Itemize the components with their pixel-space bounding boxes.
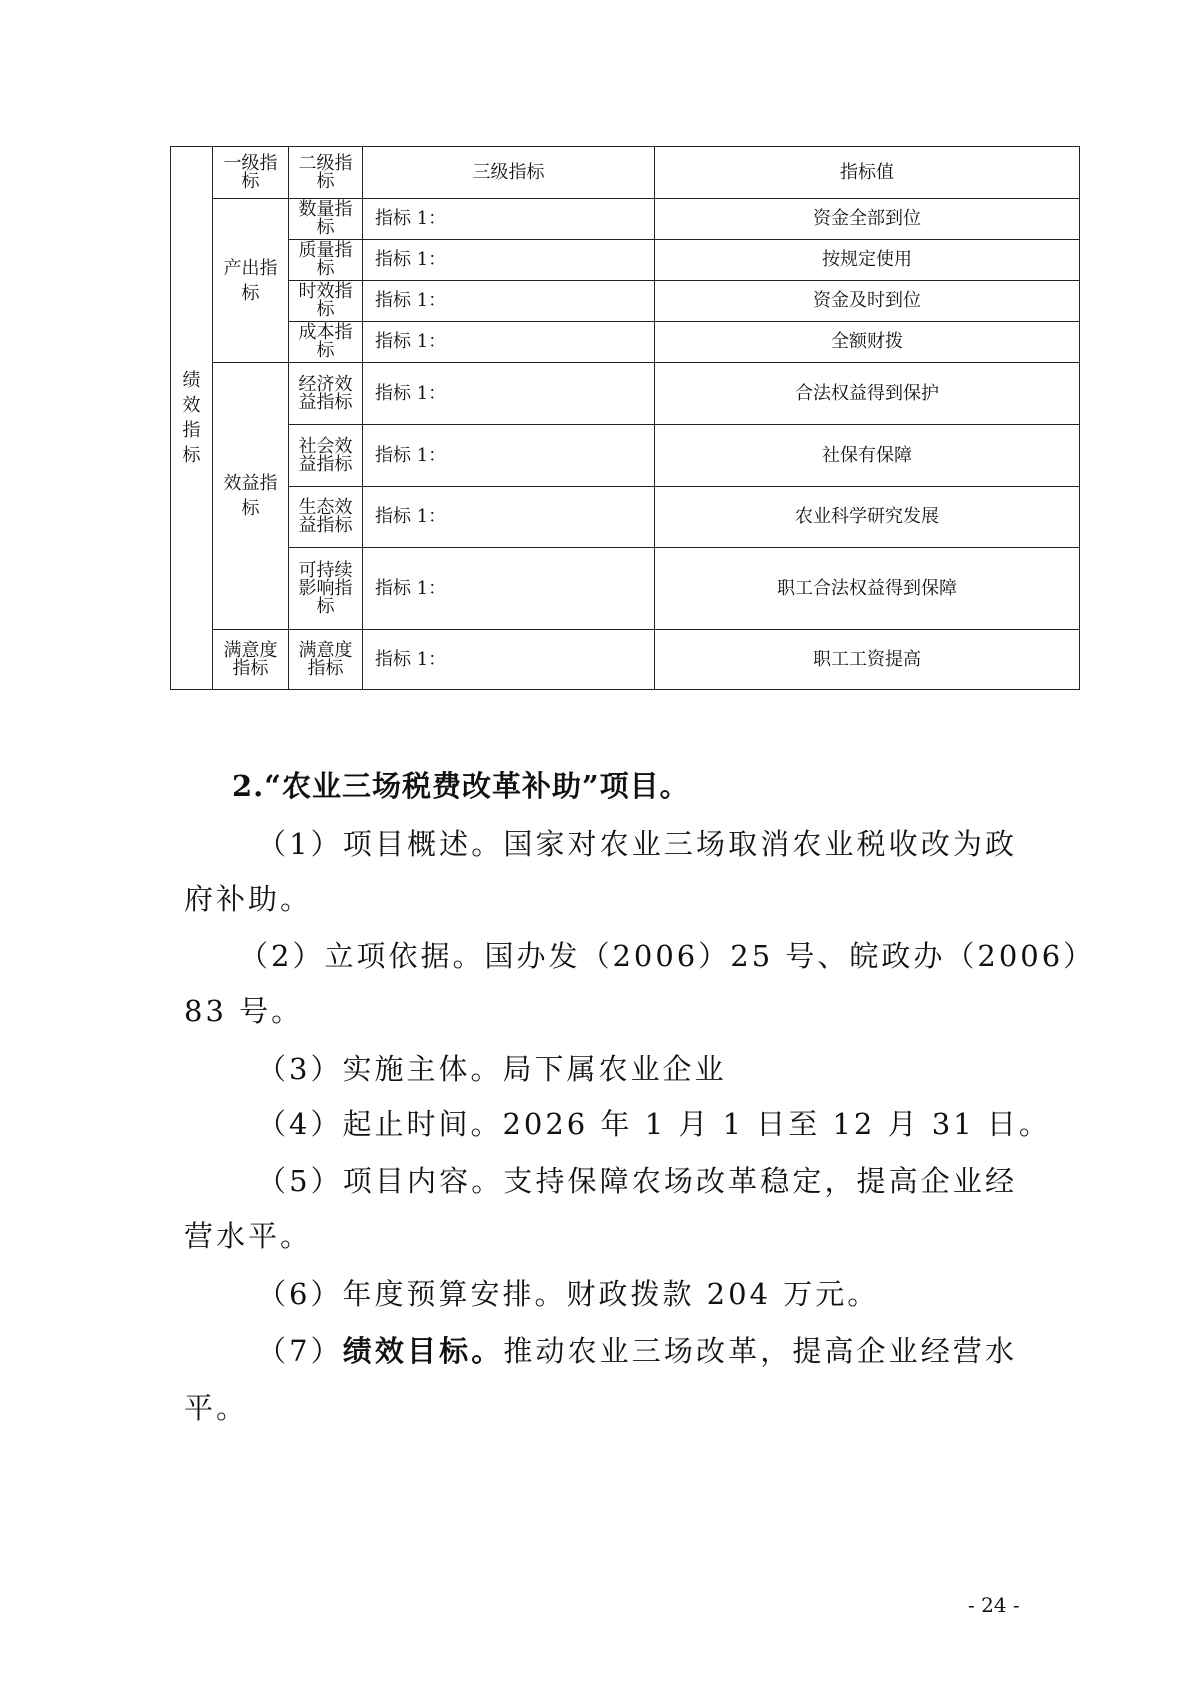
value-cell: 按规定使用: [655, 240, 1080, 281]
paragraph-line: （3）实施主体。局下属农业企业: [257, 1052, 727, 1086]
level3-cell: 指标 1：: [363, 630, 655, 690]
table-row: [171, 240, 1080, 281]
page-number: - 24 -: [968, 1593, 1020, 1617]
paragraph-line: （5）项目内容。支持保障农场改革稳定，提高企业经: [257, 1164, 1017, 1198]
value-cell: 社保有保障: [655, 425, 1080, 487]
level2-cell: 质量指标: [289, 240, 363, 281]
paragraph-line: （1）项目概述。国家对农业三场取消农业税收改为政: [257, 827, 1017, 861]
level2-cell: 成本指标: [289, 322, 363, 363]
level3-cell: 指标 1：: [363, 240, 655, 281]
item-number: （7）: [257, 1334, 343, 1368]
level1-cell: 效益指标: [213, 363, 289, 630]
paragraph-line: [257, 1329, 1017, 1370]
table-row: [171, 322, 1080, 363]
value-cell: 资金全部到位: [655, 199, 1080, 240]
level2-cell: 经济效益指标: [289, 363, 363, 425]
level3-cell: 指标 1：: [363, 548, 655, 630]
level3-cell: 指标 1：: [363, 363, 655, 425]
performance-indicator-table: [170, 146, 1080, 690]
paragraph-line: 83 号。: [184, 994, 304, 1028]
table-row: [171, 199, 1080, 240]
level2-cell: 社会效益指标: [289, 425, 363, 487]
paragraph-line: （6）年度预算安排。财政拨款 204 万元。: [257, 1277, 880, 1311]
level3-cell: 指标 1：: [363, 322, 655, 363]
value-cell: 全额财拨: [655, 322, 1080, 363]
level3-cell: 指标 1：: [363, 487, 655, 548]
section-heading: 2.“农业三场税费改革补助”项目。: [232, 769, 690, 803]
level1-cell: 满意度指标: [213, 630, 289, 690]
level2-cell: 满意度指标: [289, 630, 363, 690]
table-row: [171, 548, 1080, 630]
value-cell: 合法权益得到保护: [655, 363, 1080, 425]
level1-cell: 产出指标: [213, 199, 289, 363]
paragraph-line: 府补助。: [184, 882, 313, 916]
value-cell: 资金及时到位: [655, 281, 1080, 322]
table-row: [171, 281, 1080, 322]
outer-category-cell: 绩效指标: [171, 147, 213, 690]
level2-cell: 可持续影响指标: [289, 548, 363, 630]
table-row: [171, 425, 1080, 487]
paragraph-line: 平。: [184, 1391, 249, 1425]
table-row: [171, 363, 1080, 425]
paragraph-line: （4）起止时间。2026 年 1 月 1 日至 12 月 31 日。: [257, 1107, 1051, 1141]
table-row: [171, 487, 1080, 548]
level2-cell: 时效指标: [289, 281, 363, 322]
level3-cell: 指标 1：: [363, 199, 655, 240]
item-text: 推动农业三场改革，提高企业经营水: [503, 1334, 1017, 1368]
value-cell: 职工合法权益得到保障: [655, 548, 1080, 630]
header-l2: 二级指标: [289, 147, 363, 199]
table-row: [171, 630, 1080, 690]
value-cell: 职工工资提高: [655, 630, 1080, 690]
header-l3: 三级指标: [363, 147, 655, 199]
level3-cell: 指标 1：: [363, 281, 655, 322]
header-l1: 一级指标: [213, 147, 289, 199]
bold-label: 绩效目标。: [342, 1334, 504, 1368]
level2-cell: 数量指标: [289, 199, 363, 240]
paragraph-line: 营水平。: [184, 1219, 313, 1253]
header-value: 指标值: [655, 147, 1080, 199]
paragraph-line: （2）立项依据。国办发（2006）25 号、皖政办（2006）: [239, 939, 1096, 973]
value-cell: 农业科学研究发展: [655, 487, 1080, 548]
level3-cell: 指标 1：: [363, 425, 655, 487]
level2-cell: 生态效益指标: [289, 487, 363, 548]
